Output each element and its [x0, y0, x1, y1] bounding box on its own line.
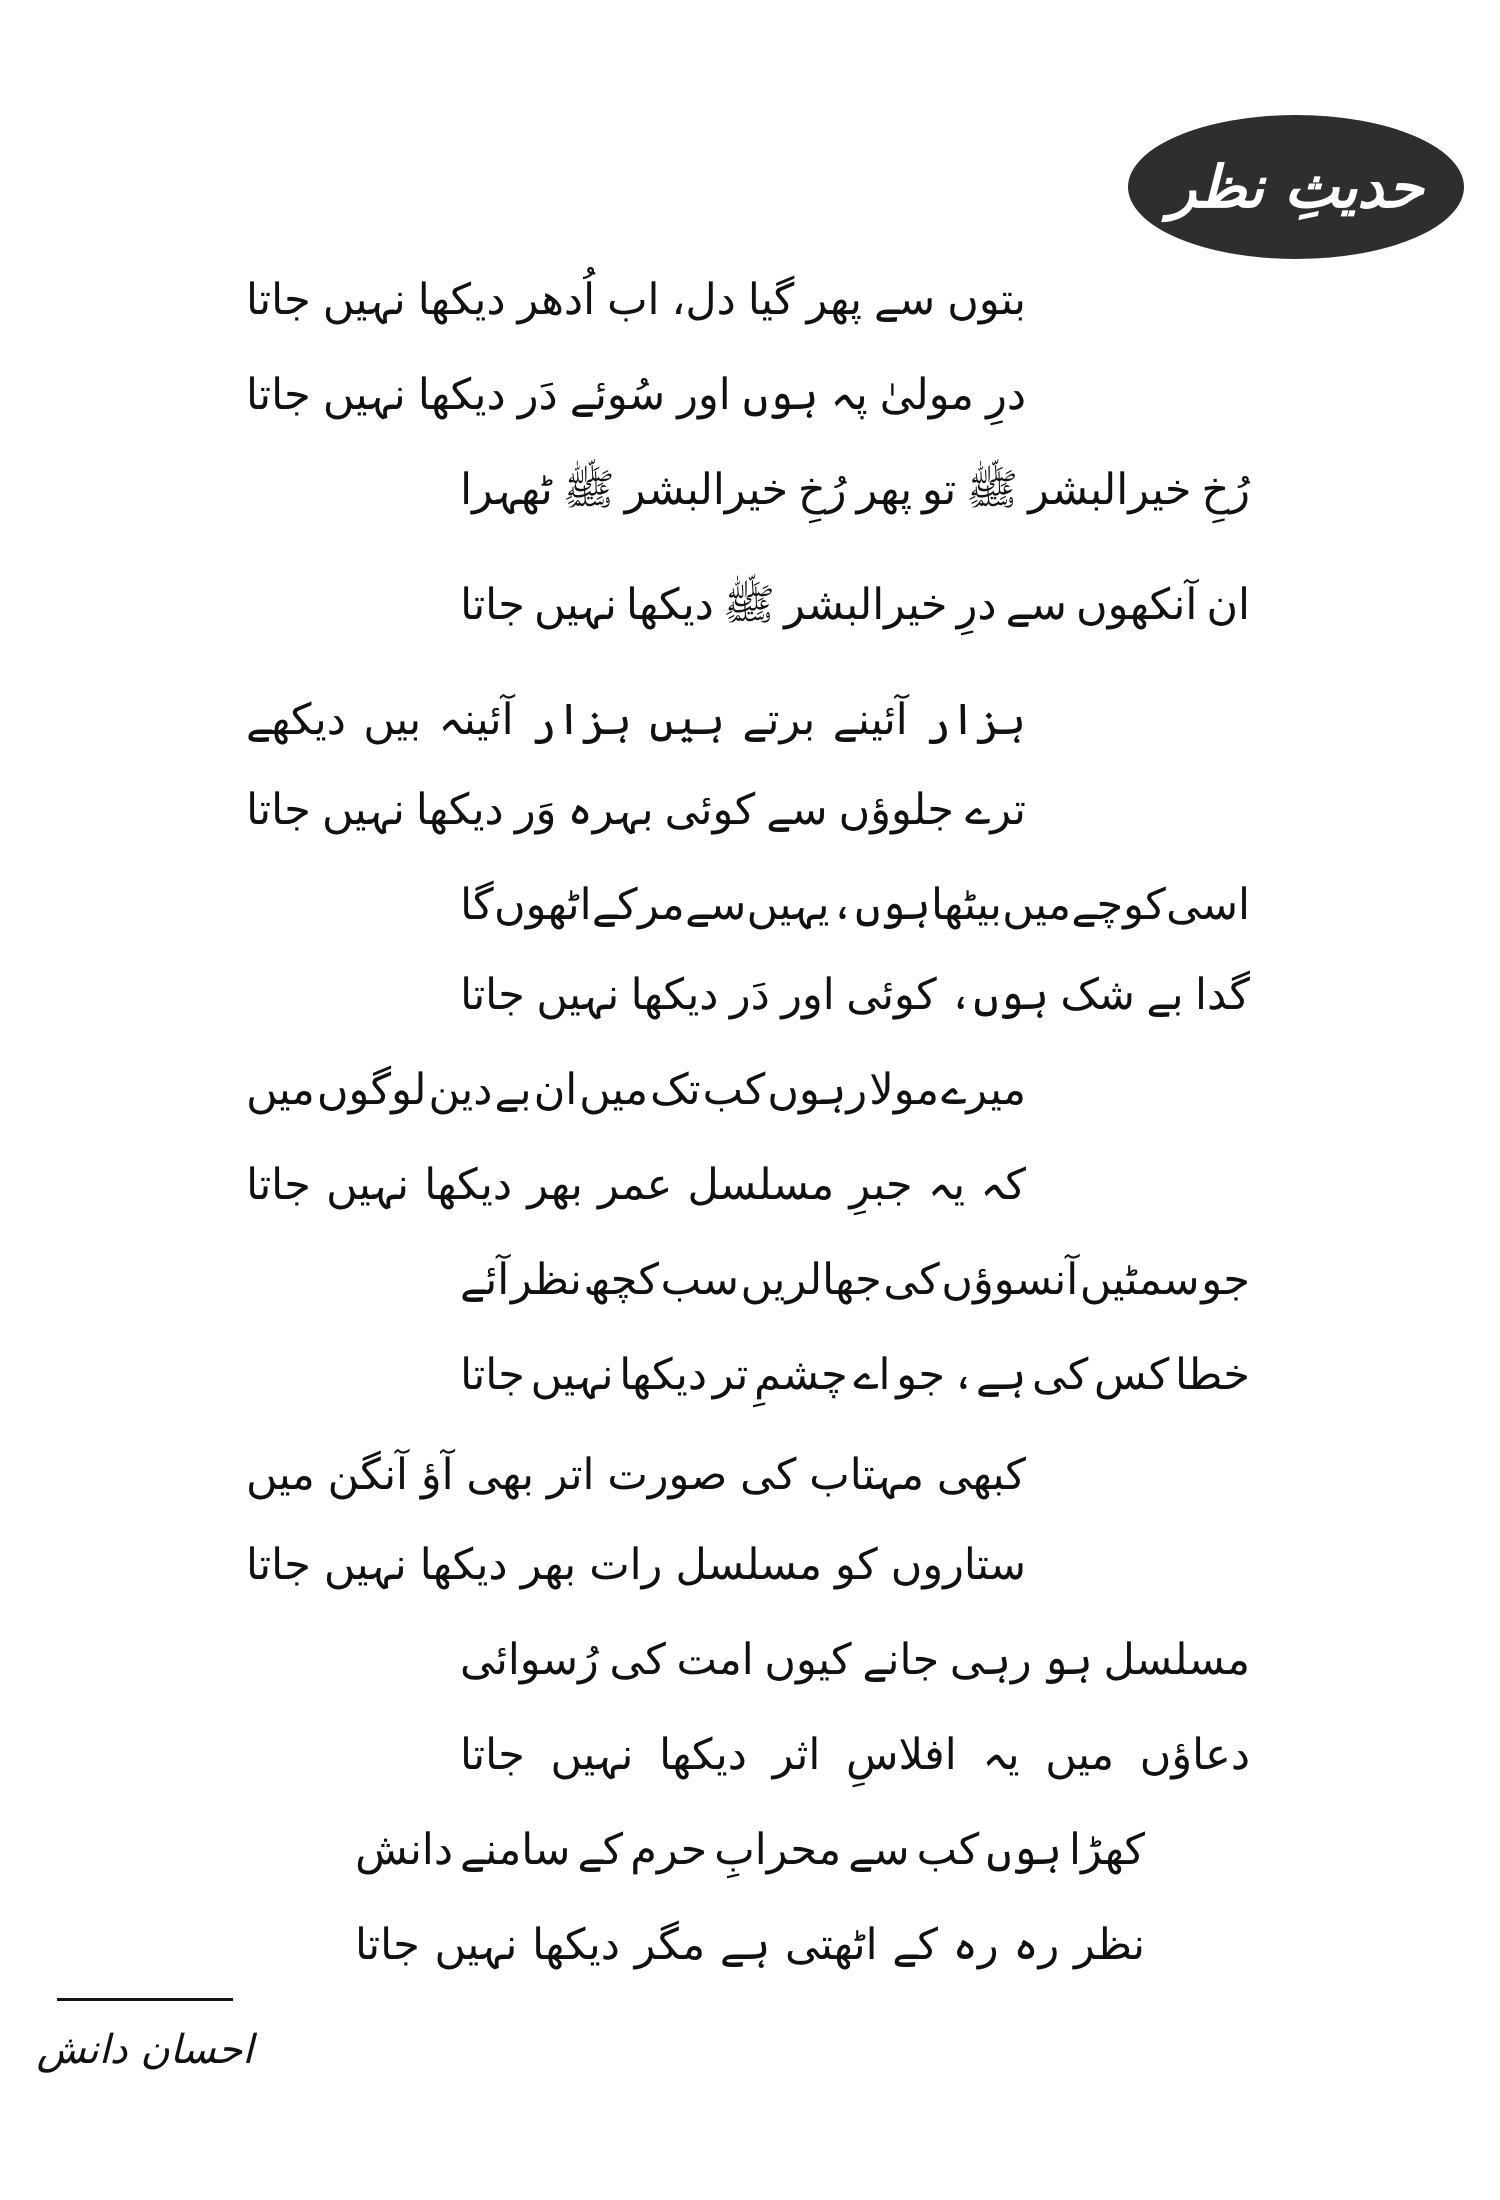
verse-word: مسلسل: [1103, 1634, 1250, 1685]
verse-word: مر: [637, 879, 685, 930]
verse-word: دیکھا: [415, 784, 504, 835]
verse-word: ہوں: [742, 369, 819, 420]
verse-word: میرے: [941, 1064, 1026, 1115]
verse-word: بتوں: [947, 274, 1026, 325]
verse-word: آئے: [460, 1254, 510, 1305]
verse-word: رُسوائی: [460, 1634, 599, 1685]
verse-word: مہتاب: [809, 1449, 925, 1500]
verse-word: تک: [650, 1064, 701, 1115]
verse-word: محرابِ: [714, 1824, 842, 1875]
verse-word: سُوئے: [569, 369, 666, 420]
verse-word: سے: [766, 784, 828, 835]
verse-word: کوئی: [664, 784, 756, 835]
verse-word: کے: [591, 879, 638, 930]
verse-word: کو: [835, 1539, 878, 1590]
verse-word: صورت: [607, 1449, 728, 1500]
poem-verse: [355, 1905, 1145, 1985]
verse-word: جبرِ: [849, 1159, 913, 1210]
verse-word: نہیں: [536, 969, 620, 1020]
verse-word: جو: [1201, 1254, 1250, 1305]
verse-word: ﷺ: [966, 464, 1019, 515]
verse-word: ستاروں: [890, 1539, 1026, 1590]
verse-word: ہزار: [925, 694, 1026, 745]
verse-word: دیکھا: [659, 1729, 747, 1780]
verse-word: بے: [1146, 969, 1184, 1020]
verse-word: نظر: [1074, 1919, 1145, 1970]
verse-word: نظر: [510, 1254, 582, 1305]
verse-word: آنگن: [327, 1449, 408, 1500]
verse-word: خطا: [1175, 1349, 1250, 1400]
poem-verse: [460, 865, 1250, 945]
verse-word: تر: [712, 1349, 749, 1400]
verse-word: مگر: [634, 1919, 706, 1970]
verse-word: نہیں: [323, 1539, 407, 1590]
verse-word: دعاؤں: [1139, 1729, 1250, 1780]
verse-word: پھر: [806, 274, 862, 325]
verse-word: چشمِ: [754, 1349, 848, 1400]
verse-word: کوچے: [1071, 879, 1166, 930]
verse-word: لوگوں: [316, 1064, 427, 1115]
verse-word: کے: [892, 1919, 938, 1970]
poem-verse: [246, 1145, 1026, 1225]
verse-word: کچھ: [583, 1254, 659, 1305]
verse-word: مسلسل: [687, 1159, 835, 1210]
poem-verse: [246, 1525, 1026, 1605]
verse-word: رُخِ: [1201, 464, 1250, 515]
verse-word: جاتا: [246, 274, 311, 325]
verse-word: گدا: [1195, 969, 1250, 1020]
verse-word: کبھی: [936, 1449, 1026, 1500]
verse-word: بھر: [520, 1539, 577, 1590]
verse-word: ہے: [719, 1919, 771, 1970]
verse-word: تو: [922, 464, 957, 515]
verse-word: گا: [460, 879, 494, 930]
verse-word: سے: [873, 274, 936, 325]
verse-word: درِ: [956, 579, 997, 630]
verse-word: آنکھوں: [1076, 579, 1198, 630]
verse-word: ان: [533, 1064, 578, 1115]
verse-word: ہوں: [986, 1824, 1062, 1875]
verse-word: بے: [494, 1064, 532, 1115]
verse-word: اتر: [546, 1449, 595, 1500]
verse-word: عمر: [598, 1159, 673, 1210]
verse-word: سے: [848, 1824, 910, 1875]
verse-word: رہوں: [767, 1064, 868, 1115]
verse-word: آؤ: [420, 1449, 454, 1500]
verse-word: میں: [1045, 1729, 1115, 1780]
verse-word: بھی: [466, 1449, 535, 1500]
verse-word: دَر: [729, 969, 770, 1020]
verse-word: ہو: [1042, 1634, 1093, 1685]
verse-word: کی: [609, 1634, 666, 1685]
poem-verse: [460, 565, 1250, 645]
verse-word: گیا: [747, 274, 795, 325]
poem-verse: [246, 770, 1026, 850]
verse-word: نہیں: [326, 1159, 409, 1210]
verse-word: کی: [883, 1254, 940, 1305]
verse-word: دل،: [671, 274, 736, 325]
verse-word: اسی: [1166, 879, 1250, 930]
verse-word: دیکھا: [417, 274, 506, 325]
verse-word: دیکھا: [630, 969, 719, 1020]
verse-word: یہ: [982, 1729, 1020, 1780]
poem-verse: [460, 955, 1250, 1035]
verse-word: وَر: [514, 784, 557, 835]
verse-word: بیں: [363, 694, 422, 745]
poem-verse: [246, 260, 1026, 340]
verse-word: خیرالبشر: [784, 579, 948, 630]
verse-word: نہیں: [530, 1349, 614, 1400]
verse-word: جاتا: [246, 369, 311, 420]
verse-word: دیکھا: [424, 1159, 513, 1210]
verse-word: سے: [685, 879, 747, 930]
verse-word: دیکھا: [619, 1349, 707, 1400]
verse-word: نہیں: [534, 579, 617, 630]
poem-verse: [460, 1715, 1250, 1795]
verse-word: نہیں: [550, 1729, 634, 1780]
verse-word: نہیں: [322, 274, 406, 325]
poem-verse: [355, 1810, 1145, 1890]
verse-word: ہوں،: [829, 879, 931, 930]
poem-verse: [246, 355, 1026, 435]
verse-word: میں: [246, 1064, 315, 1115]
verse-word: سمٹیں: [1079, 1254, 1200, 1305]
poem-title: حدیثِ نظر: [1168, 153, 1424, 221]
verse-word: جلوؤں: [838, 784, 954, 835]
verse-word: حرم: [630, 1824, 708, 1875]
verse-word: اور: [677, 369, 731, 420]
verse-word: سب: [660, 1254, 739, 1305]
verse-word: دیکھا: [626, 579, 714, 630]
verse-word: نہیں: [434, 1919, 518, 1970]
verse-word: میں: [1002, 879, 1071, 930]
verse-word: اٹھوں: [494, 879, 592, 930]
verse-word: رہ: [952, 1919, 999, 1970]
poet-name: احسان دانش: [36, 2027, 254, 2073]
signature-divider: [57, 1998, 233, 2001]
verse-word: افلاسِ: [846, 1729, 957, 1780]
verse-word: اب: [607, 274, 660, 325]
verse-word: سے: [1005, 579, 1067, 630]
verse-word: اٹھتی: [784, 1919, 878, 1970]
verse-word: کے: [577, 1824, 624, 1875]
verse-word: جاتا: [460, 969, 525, 1020]
verse-word: پھر: [856, 464, 913, 515]
verse-word: دیکھا: [532, 1919, 620, 1970]
verse-word: کہ: [980, 1159, 1026, 1210]
verse-word: آئینے: [832, 694, 908, 745]
verse-word: نہیں: [321, 784, 405, 835]
verse-word: دین: [428, 1064, 493, 1115]
verse-word: شک: [1060, 969, 1135, 1020]
verse-word: آئینہ: [438, 694, 514, 745]
verse-word: مسلسل: [675, 1539, 822, 1590]
verse-word: کی: [740, 1449, 797, 1500]
poem-verse: [246, 1050, 1026, 1130]
verse-word: بہرہ: [567, 784, 654, 835]
verse-word: جاتا: [246, 1539, 311, 1590]
verse-word: ہے،: [950, 1349, 1027, 1400]
verse-word: ﷺ: [562, 464, 615, 515]
poem-verse: [460, 1240, 1250, 1320]
verse-word: اور: [781, 969, 835, 1020]
verse-word: جو: [896, 1349, 946, 1400]
verse-word: ٹھہرا: [460, 464, 553, 515]
verse-word: ترے: [965, 784, 1026, 835]
verse-word: رُخِ: [798, 464, 847, 515]
verse-word: برتے: [742, 694, 816, 745]
verse-word: دَر: [517, 369, 558, 420]
poem-verse: [246, 680, 1026, 760]
verse-word: کب: [916, 1824, 980, 1875]
verse-word: جاتا: [460, 1349, 525, 1400]
verse-word: میں: [579, 1064, 649, 1115]
verse-word: اثر: [772, 1729, 821, 1780]
verse-word: جاتا: [460, 579, 525, 630]
poem-verse: [460, 1620, 1250, 1700]
verse-word: دانش: [355, 1824, 453, 1875]
verse-word: مولا: [869, 1064, 939, 1115]
verse-word: ہوں،: [948, 969, 1049, 1020]
poem-verse: [246, 1435, 1026, 1515]
verse-word: خیرالبشر: [624, 464, 789, 515]
verse-word: اُدھر: [517, 274, 596, 325]
verse-word: امت: [676, 1634, 754, 1685]
verse-word: درِ: [986, 369, 1026, 420]
verse-word: خیرالبشر: [1028, 464, 1192, 515]
verse-word: کس: [1094, 1349, 1170, 1400]
verse-word: اے: [853, 1349, 891, 1400]
verse-word: جاتا: [246, 784, 311, 835]
verse-word: جانے: [862, 1634, 940, 1685]
verse-word: رہی: [949, 1634, 1032, 1685]
verse-word: دیکھا: [417, 369, 506, 420]
verse-word: جھالریں: [740, 1254, 882, 1305]
verse-word: یہیں: [746, 879, 830, 930]
verse-word: دیکھا: [419, 1539, 508, 1590]
poem-verse: [460, 450, 1250, 530]
verse-word: ہزار: [531, 694, 632, 745]
verse-word: آنسوؤں: [941, 1254, 1079, 1305]
verse-word: ﷺ: [722, 579, 775, 630]
verse-word: کیوں: [764, 1634, 852, 1685]
verse-word: جاتا: [246, 1159, 311, 1210]
verse-word: جاتا: [355, 1919, 420, 1970]
verse-word: ہیں: [649, 694, 725, 745]
verse-word: رات: [589, 1539, 663, 1590]
verse-word: جاتا: [460, 1729, 525, 1780]
verse-word: بیٹھا: [931, 879, 1002, 930]
verse-word: ان: [1206, 579, 1250, 630]
verse-word: مولیٰ: [879, 369, 974, 420]
verse-word: بھر: [527, 1159, 583, 1210]
poem-verse: [460, 1335, 1250, 1415]
verse-word: کھڑا: [1069, 1824, 1145, 1875]
verse-word: میں: [246, 1449, 315, 1500]
verse-word: نہیں: [322, 369, 406, 420]
verse-word: سامنے: [460, 1824, 571, 1875]
verse-word: کی: [1032, 1349, 1089, 1400]
verse-word: کب: [702, 1064, 766, 1115]
verse-word: کوئی: [846, 969, 937, 1020]
verse-word: دیکھے: [246, 694, 346, 745]
verse-word: یہ: [927, 1159, 966, 1210]
verse-word: رہ: [1013, 1919, 1060, 1970]
verse-word: پہ: [830, 369, 868, 420]
